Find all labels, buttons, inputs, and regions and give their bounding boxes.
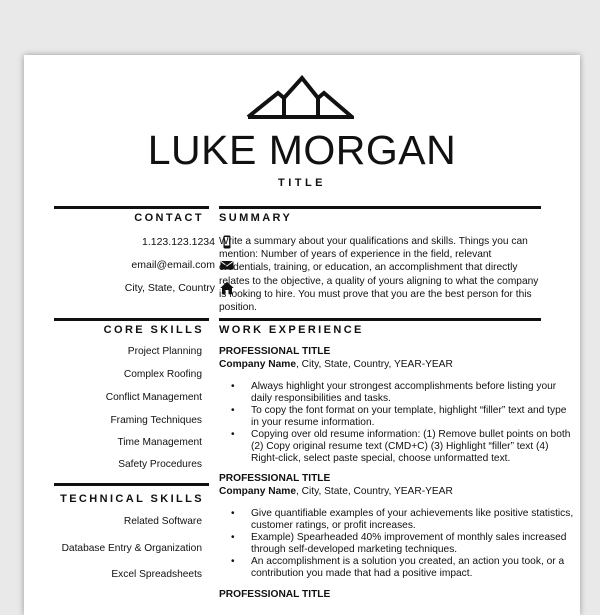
contact-divider	[54, 206, 209, 209]
job-title: PROFESSIONAL TITLE	[219, 589, 331, 600]
technical-skills-heading: TECHNICAL SKILLS	[60, 493, 204, 505]
list-item: • Always highlight your strongest accomplishments before listing your daily responsibilities and tasks.	[251, 381, 576, 405]
job-company-line	[219, 359, 453, 370]
phone-text: 1.123.123.1234	[142, 236, 215, 248]
technical-skills-divider-top	[54, 483, 209, 486]
core-skill-item: Conflict Management	[105, 392, 202, 403]
core-skill-item: Framing Techniques	[110, 415, 202, 426]
contact-heading: CONTACT	[134, 212, 204, 224]
summary-text: Write a summary about your qualifications and skills. Things you can mention: Number of years of experience in the field, relevant credentials, training, or education, an accomplishment that directly relates to the objective, a quality of yours aligning to what the company is looking to hire. You must prove that you are the best person for this position.	[219, 236, 539, 314]
core-skill-item: Safety Procedures	[118, 459, 202, 470]
core-skill-item: Time Management	[117, 437, 202, 448]
list-item: • Example) Spearheaded 40% improvement of monthly sales increased through self-developed marketing techniques.	[251, 532, 576, 556]
job-details: , City, State, Country, YEAR-YEAR	[296, 486, 453, 497]
core-skill-item: Complex Roofing	[123, 369, 202, 380]
roof-logo-icon	[246, 75, 354, 120]
summary-divider	[219, 206, 541, 209]
core-skill-item: Project Planning	[127, 346, 202, 357]
job-details: , City, State, Country, YEAR-YEAR	[296, 359, 453, 370]
list-item: • Give quantifiable examples of your achievements like positive statistics, customer ratings, or profit increases.	[251, 508, 576, 532]
candidate-title: TITLE	[277, 177, 327, 189]
location-text: City, State, Country	[124, 282, 215, 294]
work-experience-heading: WORK EXPERIENCE	[219, 324, 364, 336]
core-skills-heading: CORE SKILLS	[103, 324, 204, 336]
candidate-name: LUKE MORGAN	[147, 127, 457, 173]
summary-heading: SUMMARY	[219, 212, 293, 224]
list-item: • To copy the font format on your template, highlight “filler” text and type in your resume information.	[251, 405, 576, 429]
company-name: Company Name	[219, 486, 296, 497]
company-name: Company Name	[219, 359, 296, 370]
work-experience-divider	[219, 318, 541, 321]
contact-location	[54, 281, 234, 295]
list-item: • An accomplishment is a solution you created, an action you took, or a contribution you made that had a positive impact.	[251, 556, 576, 580]
job-bullets	[219, 381, 576, 465]
job-title: PROFESSIONAL TITLE	[219, 346, 331, 357]
technical-skill-item: Database Entry & Organization	[61, 543, 202, 554]
technical-skill-item: Related Software	[123, 516, 202, 527]
job-company-line	[219, 486, 453, 497]
contact-email	[54, 258, 234, 272]
list-item: • Copying over old resume information: (1) Remove bullet points on both (2) Copy original resume text (CMD+C) (3) Highlight “filler” text (4) Right-click, select paste special, choose unformatted text.	[251, 429, 576, 465]
job-bullets	[219, 508, 576, 580]
contact-phone	[54, 235, 234, 249]
technical-skill-item: Excel Spreadsheets	[111, 569, 202, 580]
email-text: email@email.com	[131, 259, 215, 271]
job-title: PROFESSIONAL TITLE	[219, 473, 331, 484]
resume-page	[24, 55, 580, 615]
core-skills-divider	[54, 318, 209, 321]
